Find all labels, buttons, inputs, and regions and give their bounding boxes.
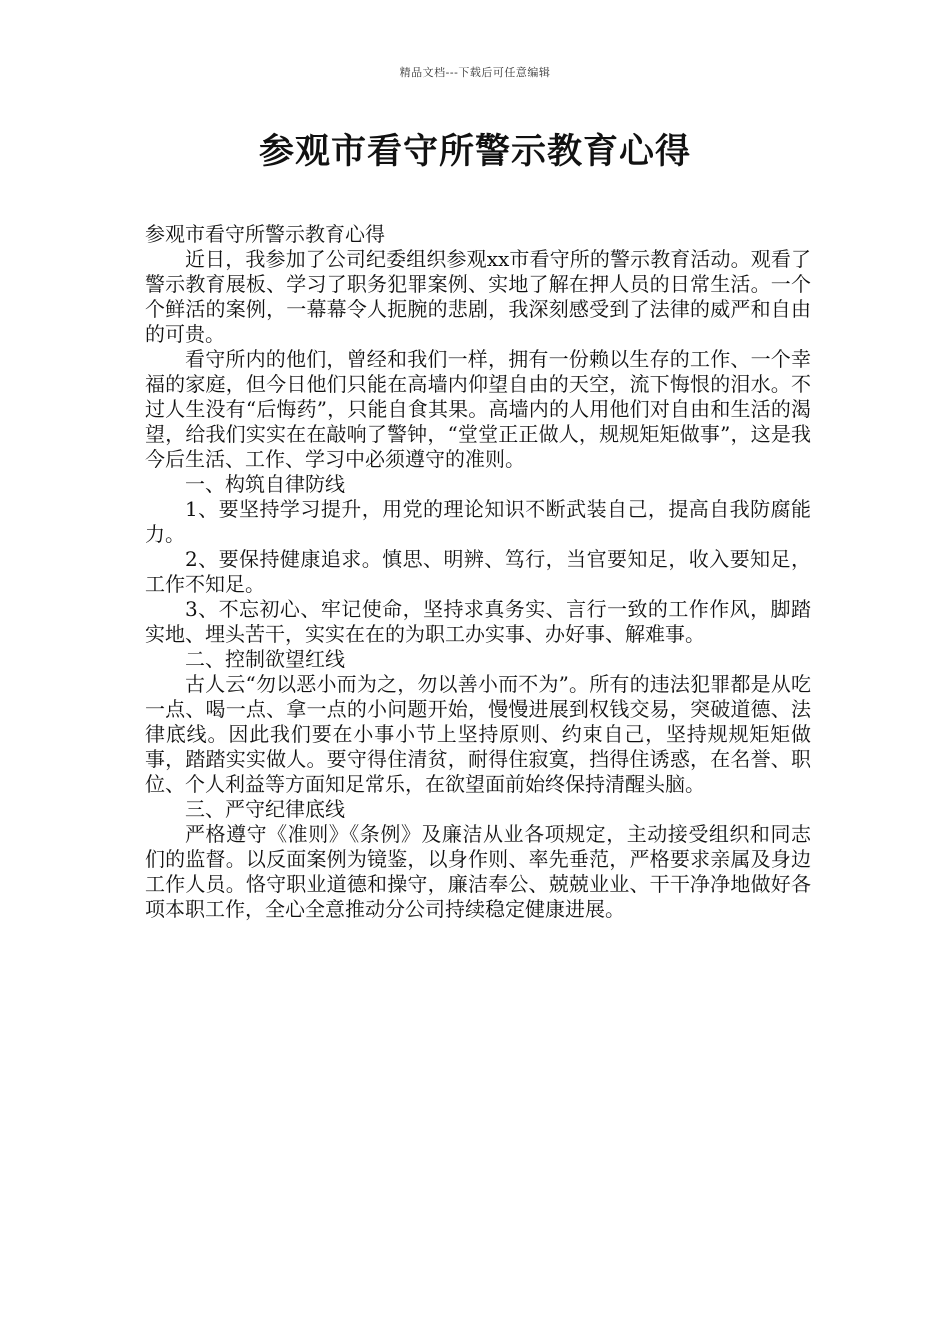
paragraph-point-2: 2、要保持健康追求。慎思、明辨、笃行，当官要知足，收入要知足，工作不知足。: [145, 547, 811, 596]
header-note: 精品文档---下载后可任意编辑: [399, 66, 551, 79]
document-body: [145, 222, 811, 922]
paragraph-point-1: 1、要坚持学习提升，用党的理论知识不断武装自己，提高自我防腐能力。: [145, 497, 811, 546]
section-heading-2: 二、控制欲望红线: [185, 647, 345, 671]
section-heading-1: 一、构筑自律防线: [185, 472, 345, 496]
body-subtitle: 参观市看守所警示教育心得: [145, 222, 385, 246]
paragraph-point-3: 3、不忘初心、牢记使命，坚持求真务实、言行一致的工作作风，脚踏实地、埋头苦干，实实在在的为职工办实事、办好事、解难事。: [145, 597, 811, 646]
paragraph-reflection: 看守所内的他们，曾经和我们一样，拥有一份赖以生存的工作、一个幸福的家庭，但今日他们只能在高墙内仰望自由的天空，流下悔恨的泪水。不过人生没有“后悔药”，只能自食其果。高墙内的人用他们对自由和生活的渴望，给我们实实在在敲响了警钟，“堂堂正正做人，规规矩矩做事”，这是我今后生活、工作、学习中必须遵守的准则。: [145, 347, 811, 471]
paragraph-section-3: 严格遵守《准则》《条例》及廉洁从业各项规定，主动接受组织和同志们的监督。以反面案例为镜鉴，以身作则、率先垂范，严格要求亲属及身边工作人员。恪守职业道德和操守，廉洁奉公、兢兢业业、干干净净地做好各项本职工作，全心全意推动分公司持续稳定健康进展。: [145, 822, 811, 921]
document-title: 参观市看守所警示教育心得: [258, 132, 691, 172]
paragraph-intro: 近日，我参加了公司纪委组织参观xx市看守所的警示教育活动。观看了警示教育展板、学习了职务犯罪案例、实地了解在押人员的日常生活。一个个鲜活的案例，一幕幕令人扼腕的悲剧，我深刻感受到了法律的威严和自由的可贵。: [145, 247, 811, 346]
paragraph-section-2: 古人云“勿以恶小而为之，勿以善小而不为”。所有的违法犯罪都是从吃一点、喝一点、拿一点的小问题开始，慢慢进展到权钱交易，突破道德、法律底线。因此我们要在小事小节上坚持原则、约束自己，坚持规规矩矩做事，踏踏实实做人。要守得住清贫，耐得住寂寞，挡得住诱惑，在名誉、职位、个人利益等方面知足常乐，在欲望面前始终保持清醒头脑。: [145, 672, 811, 796]
section-heading-3: 三、严守纪律底线: [185, 797, 345, 821]
